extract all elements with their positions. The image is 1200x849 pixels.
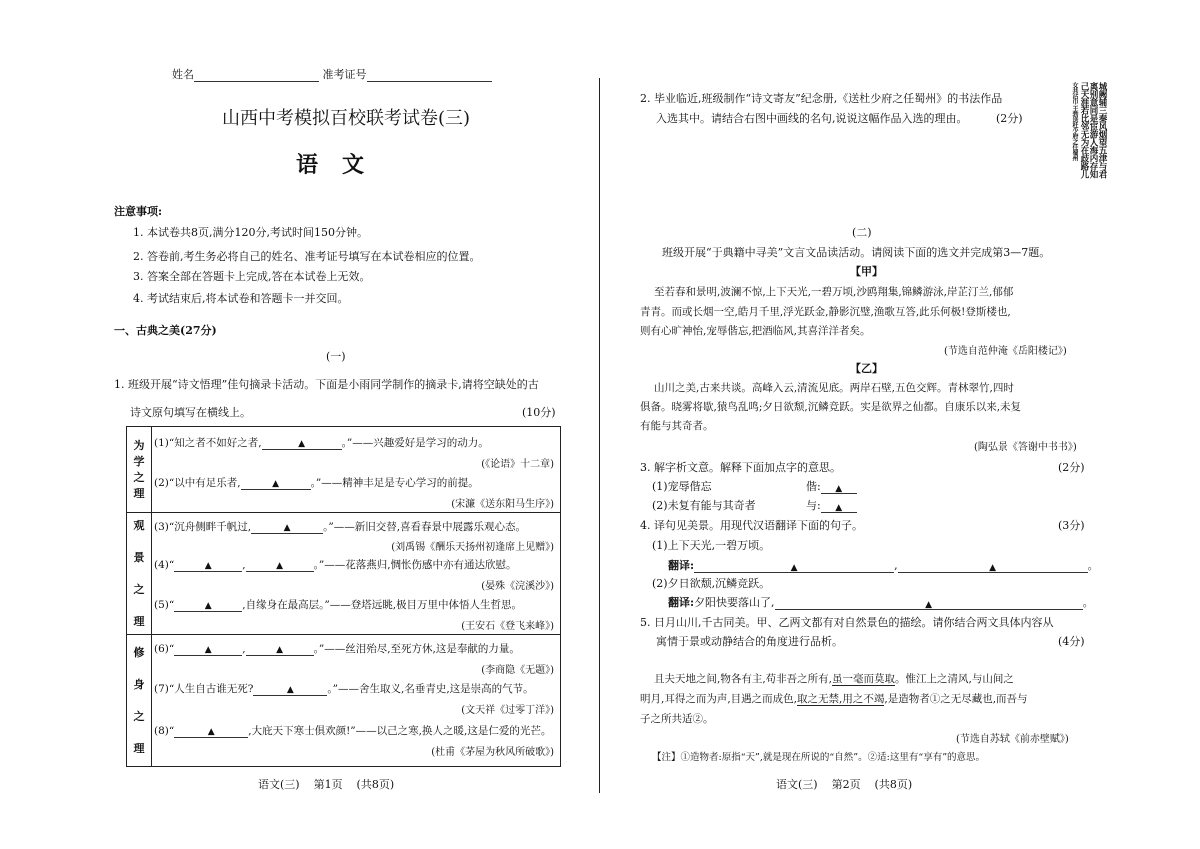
answer-blank[interactable]: ▲ (246, 559, 314, 572)
question-4b: (2)夕日欲颓,沉鳞竞跃。 (652, 577, 771, 590)
question-5-line1: 5. 日月山川,千古同美。甲、乙两文都有对自然景色的描绘。请你结合两文具体内容从 (640, 616, 1054, 629)
table-row: (7)“人生自古谁无死? ▲ 。”——舍生取义,名垂青史,这是崇高的气节。 (154, 683, 534, 695)
passage-a-text: 青青。而或长烟一空,皓月千里,浮光跃金,静影沉璧,渔歌互答,此乐何极!登斯楼也, (640, 306, 1011, 318)
question-3-score: (2分) (1058, 461, 1085, 474)
answer-blank[interactable]: ▲ (174, 725, 248, 738)
note-item: 3. 答案全部在答题卡上完成,答在本试卷上无效。 (133, 270, 371, 283)
source-citation: (文天祥《过零丁洋》) (461, 705, 554, 716)
answer-blank[interactable]: ▲ (241, 477, 311, 490)
name-field[interactable] (194, 69, 319, 82)
footnote: 【注】①造物者:原指“天”,就是现在所说的“自然”。②适:这里有“享有”的意思。 (652, 752, 986, 763)
passage-a-heading: 【甲】 (850, 265, 883, 278)
note-item: 4. 考试结束后,将本试卷和答题卡一并交回。 (133, 292, 349, 305)
table-row: (1)“知之者不如好之者, ▲ 。”——兴趣爱好是学习的动力。 (154, 437, 489, 449)
question-3b: (2)未复有能与其奇者 (652, 499, 756, 512)
question-1-line1: 1. 班级开展“诗文悟理”佳句摘录卡活动。下面是小雨同学制作的摘录卡,请将空缺处的古 (114, 378, 539, 391)
question-2-score: (2分) (996, 112, 1023, 125)
question-4a: (1)上下天光,一碧万顷。 (652, 539, 771, 552)
source-citation: (杜甫《茅屋为秋风所破歌》) (431, 747, 554, 758)
source-citation: (宋濂《送东阳马生序》) (451, 499, 554, 510)
note-item: 1. 本试卷共8页,满分120分,考试时间150分钟。 (133, 226, 368, 239)
notes-title: 注意事项: (114, 205, 163, 218)
passage-c-text: 明月,耳得之而为声,目遇之而成色,取之无禁,用之不竭,是造物者①之无尽藏也,而吾与 (640, 693, 1028, 705)
source-citation: (晏殊《浣溪沙》) (481, 581, 554, 592)
question-3b-answer: 与: ▲ (806, 497, 857, 513)
source-citation: (《论语》十二章) (481, 459, 554, 470)
passage-b-text: 有能与其奇者。 (640, 420, 714, 432)
answer-blank[interactable]: ▲ (821, 500, 857, 513)
category-study: 为 学 之 理 (127, 427, 152, 513)
answer-blank[interactable]: ▲ (775, 597, 1083, 610)
answer-blank[interactable]: ▲ (898, 560, 1088, 573)
table-row: (5)“ ▲ ,自缘身在最高层。”——登塔远眺,极目万里中体悟人生哲思。 (154, 599, 523, 611)
question-4a-answer: 翻译: ▲ , ▲ 。 (668, 559, 1099, 573)
excerpt-card-table (126, 426, 561, 767)
question-1-line2: 诗文原句填写在横线上。 (130, 406, 251, 419)
category-scenery: 观 景 之 理 (127, 513, 152, 635)
passage-b-heading: 【乙】 (850, 362, 883, 375)
source-citation: (刘禹锡《酬乐天扬州初逢席上见赠》) (391, 542, 554, 553)
passage-a-text: 至若春和景明,波澜不惊,上下天光,一碧万顷,沙鸥翔集,锦鳞游泳,岸芷汀兰,郁郁 (654, 286, 1014, 298)
passage-c-text: 且夫天地之间,物各有主,苟非吾之所有,虽一毫而莫取。惟江上之清风,与山间之 (654, 673, 1014, 685)
part-heading: (一) (326, 350, 346, 363)
question-1-score: (10分) (522, 406, 556, 419)
source-citation: (王安石《登飞来峰》) (461, 621, 554, 632)
answer-blank[interactable]: ▲ (262, 437, 342, 450)
note-item: 2. 答卷前,考生务必将自己的姓名、准考证号填写在本试卷相应的位置。 (133, 250, 481, 263)
question-4b-answer: 翻译:夕阳快要落山了, ▲ 。 (668, 596, 1094, 610)
table-row: (6)“ ▲ , ▲ 。”——丝泪殆尽,至死方休,这是奉献的力量。 (154, 643, 520, 655)
answer-blank[interactable]: ▲ (246, 643, 314, 656)
question-4: 4. 译句见美景。用现代汉语翻译下面的句子。 (640, 519, 863, 532)
question-5-line2: 寓情于景或动静结合的角度进行品析。 (656, 635, 843, 648)
name-field-label: 姓名 准考证号 (172, 66, 492, 82)
table-row: (4)“ ▲ , ▲ 。”——花落燕归,惆怅伤感中亦有通达欣慰。 (154, 559, 517, 571)
calligraphy-artwork: 城阙辅三秦风烟望五津与君 离别意同是宦游人海内存知 己天涯若比邻无为在歧路儿 女共沾巾 王勃送杜少府之任蜀州 (1071, 82, 1107, 178)
answer-blank[interactable]: ▲ (253, 683, 327, 696)
exam-id-label: 准考证号 (322, 68, 367, 81)
passage-c-text: 子之所共适②。 (640, 713, 714, 725)
question-3: 3. 解字析文意。解释下面加点字的意思。 (640, 461, 841, 474)
source-citation: (李商隐《无题》) (481, 665, 554, 676)
question-2-line1: 2. 毕业临近,班级制作“诗文寄友”纪念册,《送杜少府之任蜀州》的书法作品 (640, 92, 1003, 105)
reading-intro: 班级开展“于典籍中寻美”文言文品读活动。请阅读下面的选文并完成第3—7题。 (662, 246, 1051, 259)
exam-id-field[interactable] (367, 69, 492, 82)
source-citation: (节选自苏轼《前赤壁赋》) (956, 734, 1069, 745)
answer-blank[interactable]: ▲ (251, 521, 323, 534)
table-row: (8)“ ▲ ,大庇天下寒士俱欢颜!”——以己之寒,换人之暖,这是仁爱的光芒。 (154, 725, 552, 737)
section-heading: 一、古典之美(27分) (114, 324, 217, 337)
subject-title: 语文 (296, 152, 389, 178)
answer-blank[interactable]: ▲ (174, 599, 242, 612)
source-citation: (陶弘景《答谢中书书》) (974, 442, 1077, 453)
source-citation: (节选自范仲淹《岳阳楼记》) (944, 346, 1067, 357)
answer-blank[interactable]: ▲ (174, 643, 242, 656)
page-divider (599, 78, 600, 793)
passage-b-text: 俱备。晓雾将歇,猿鸟乱鸣;夕日欲颓,沉鳞竞跃。实是欲界之仙都。自康乐以来,未复 (640, 401, 1022, 413)
part-heading: (二) (852, 226, 872, 239)
answer-blank[interactable]: ▲ (694, 560, 894, 573)
passage-b-text: 山川之美,古来共谈。高峰入云,清流见底。两岸石壁,五色交辉。青林翠竹,四时 (654, 382, 1014, 394)
category-self-cultivation: 修 身 之 理 (127, 635, 152, 767)
question-5-score: (4分) (1058, 635, 1085, 648)
passage-a-text: 则有心旷神怡,宠辱偕忘,把酒临风,其喜洋洋者矣。 (640, 325, 871, 337)
exam-title: 山西中考模拟百校联考试卷(三) (222, 108, 471, 129)
answer-blank[interactable]: ▲ (174, 559, 242, 572)
page-footer-left: 语文(三) 第1页 (共8页) (258, 778, 395, 791)
table-row: (3)“沉舟侧畔千帆过, ▲ 。”——新旧交替,喜看春景中展露乐观心态。 (154, 521, 527, 533)
table-row: (2)“以中有足乐者, ▲ 。”——精神丰足是专心学习的前提。 (154, 477, 479, 489)
page-footer-right: 语文(三) 第2页 (共8页) (776, 778, 913, 791)
question-3a-answer: 偕: ▲ (806, 478, 857, 494)
question-4-score: (3分) (1058, 519, 1085, 532)
answer-blank[interactable]: ▲ (821, 481, 857, 494)
question-2-line2: 入选其中。请结合右图中画线的名句,说说这幅作品入选的理由。 (656, 112, 968, 125)
question-3a: (1)宠辱偕忘 (652, 480, 712, 493)
